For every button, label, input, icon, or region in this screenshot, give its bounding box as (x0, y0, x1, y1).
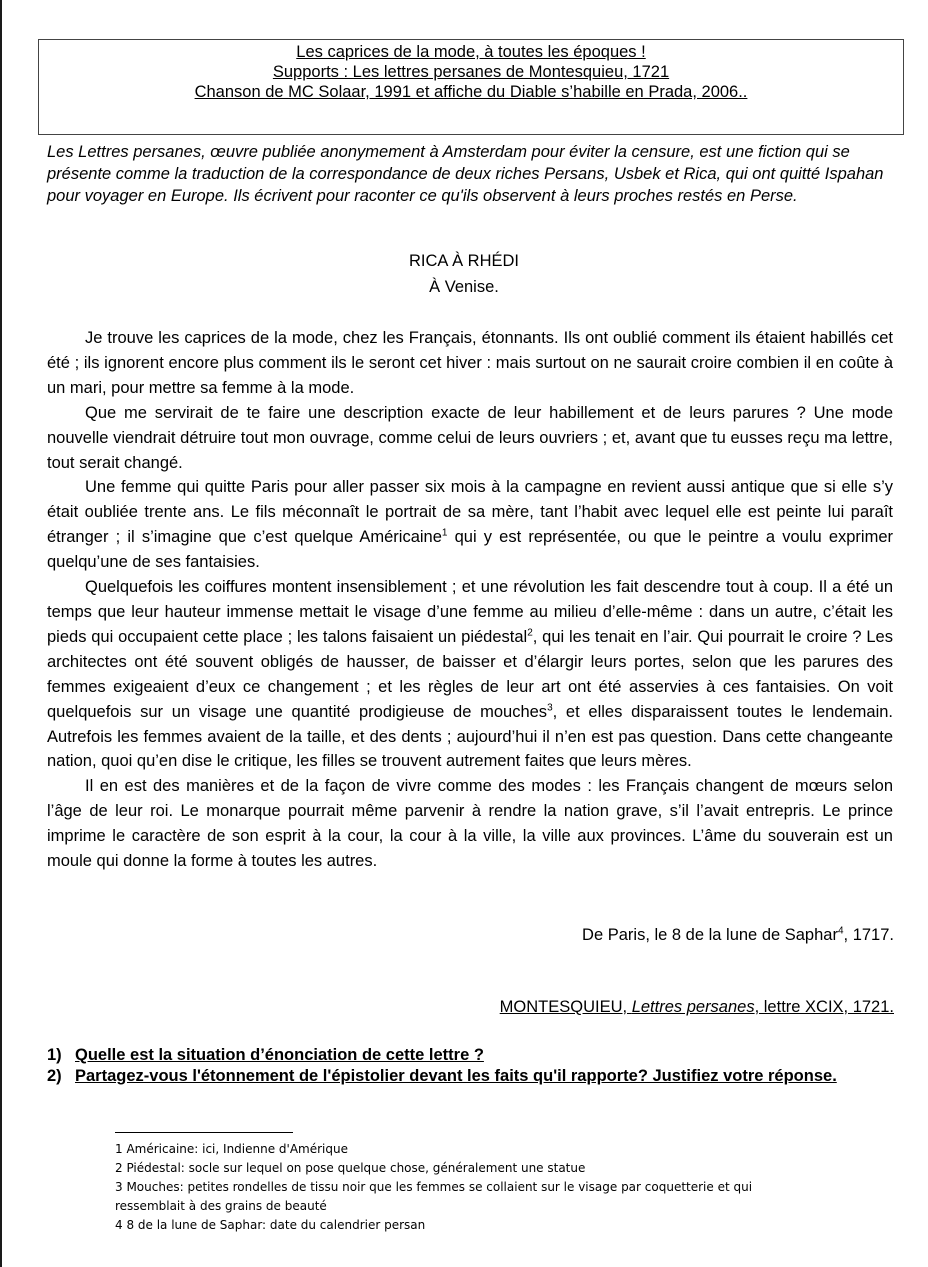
letter-paragraph-4 (47, 575, 893, 774)
footnote-ref-2: 2 (527, 627, 533, 639)
question-2 (47, 1066, 897, 1087)
title-line-1: Les caprices de la mode, à toutes les époques ! (296, 43, 646, 61)
letter-paragraph-3 (47, 475, 893, 575)
footnote-1: 1 Américaine: ici, Indienne d'Amérique (115, 1142, 348, 1156)
question-2-text: Partagez-vous l'étonnement de l'épistolier devant les faits qu'il rapporte? Justifiez votre réponse. (75, 1067, 837, 1085)
footnote-3: 3 Mouches: petites rondelles de tissu noir que les femmes se collaient sur le visage par coquetterie et qui ressemblait à des grains de beauté (115, 1180, 753, 1213)
letter-recipient: RICA À RHÉDI (408, 252, 520, 270)
letter-paragraph-2: Que me servirait de te faire une description exacte de leur habillement et de leurs parures ? Une mode nouvelle viendrait détruire tout mon ouvrage, comme celui de leurs ouvriers ; et, avant que tu eusses reçu ma lettre, tout serait changé. (47, 403, 893, 472)
source-citation (500, 998, 894, 1017)
source-author: MONTESQUIEU, (499, 998, 632, 1016)
footnote-4: 4 8 de la lune de Saphar: date du calendrier persan (115, 1218, 426, 1232)
footnotes (115, 1140, 815, 1235)
paragraph-4-text-b: , qui les tenait en l’air. Qui pourrait le croire ? Les architectes ont été souvent obligés de hausser, de baisser et d’élargir leurs portes, selon que les parures des femmes exigeaient d’eux ce changement ; et les règles de leur art ont été asservies à ces fantaisies. On voit quelquefois sur un visage une quantité prodigieuse de mouches (47, 627, 893, 721)
intro-paragraph: Les Lettres persanes, œuvre publiée anonymement à Amsterdam pour éviter la censure, est une fiction qui se présente comme la traduction de la correspondance de deux riches Persans, Usbek et Rica, qui ont quitté Ispahan pour voyager en Europe. Ils écrivent pour raconter ce qu'ils observent à leurs proches restés en Perse. (47, 143, 884, 205)
letter-place: À Venise. (429, 278, 499, 296)
source-details: , lettre XCIX, 1721. (754, 998, 894, 1016)
title-line-2: Supports : Les lettres persanes de Montesquieu, 1721 (272, 63, 670, 81)
signoff-year: , 1717. (843, 926, 894, 944)
question-1 (47, 1045, 897, 1066)
page-edge (0, 0, 2, 1267)
title-line-3: Chanson de MC Solaar, 1991 et affiche du Diable s’habille en Prada, 2006.. (194, 83, 748, 101)
paragraph-4-text-c: , et elles disparaissent toutes le lendemain. Autrefois les femmes avaient de la taille, et des dents ; aujourd’hui il n’en est pas question. Dans cette changeante nation, quoi qu’en dise le critique, les filles se trouvent autrement faites que leurs mères. (47, 702, 893, 771)
footnote-ref-3: 3 (547, 702, 553, 714)
question-2-number: 2) (47, 1067, 62, 1085)
questions-list (47, 1045, 897, 1087)
letter-paragraph-1: Je trouve les caprices de la mode, chez les Français, étonnants. Ils ont oublié comment ils étaient habillés cet été ; ils ignorent encore plus comment ils le seront cet hiver : mais surtout on ne saurait croire combien il en coûte à un mari, pour mettre sa femme à la mode. (47, 329, 893, 397)
source-work-title: Lettres persanes (631, 998, 755, 1016)
paragraph-3-text-b: qui y est représentée, ou que le peintre a voulu exprimer quelqu’une de ses fantaisies. (47, 528, 893, 572)
paragraph-3-text-a: Une femme qui quitte Paris pour aller passer six mois à la campagne en revient aussi antique que si elle s’y était oubliée trente ans. Le fils méconnaît le portrait de sa mère, tant l’habit avec lequel elle est peinte lui paraît étranger ; il s’imagine que c’est quelque Américaine (47, 478, 893, 547)
signoff-text: De Paris, le 8 de la lune de Saphar (582, 926, 838, 944)
letter-paragraph-5: Il en est des manières et de la façon de vivre comme des modes : les Français changent de mœurs selon l’âge de leur roi. Le monarque pourrait même parvenir à rendre la nation grave, s’il l’avait entrepris. Le prince imprime le caractère de son esprit à la cour, la cour à la ville, la ville aux provinces. L’âme du souverain est un moule qui donne la forme à toutes les autres. (47, 777, 893, 871)
paragraph-4-text-a: Quelquefois les coiffures montent insensiblement ; et une révolution les fait descendre tout à coup. Il a été un temps que leur hauteur immense mettait le visage d’une femme au milieu d’elle-même : dans un autre, c’était les pieds qui occupaient cette place ; les talons faisaient un piédestal (47, 578, 893, 646)
letter-body (47, 326, 893, 874)
question-1-text: Quelle est la situation d’énonciation de cette lettre ? (75, 1046, 484, 1064)
footnote-separator (115, 1132, 293, 1133)
question-1-number: 1) (47, 1046, 62, 1064)
footnote-ref-4: 4 (837, 925, 844, 937)
footnote-2: 2 Piédestal: socle sur lequel on pose quelque chose, généralement une statue (115, 1161, 586, 1175)
letter-signoff (582, 926, 894, 945)
footnote-ref-1: 1 (441, 527, 448, 539)
title-box (38, 39, 904, 135)
